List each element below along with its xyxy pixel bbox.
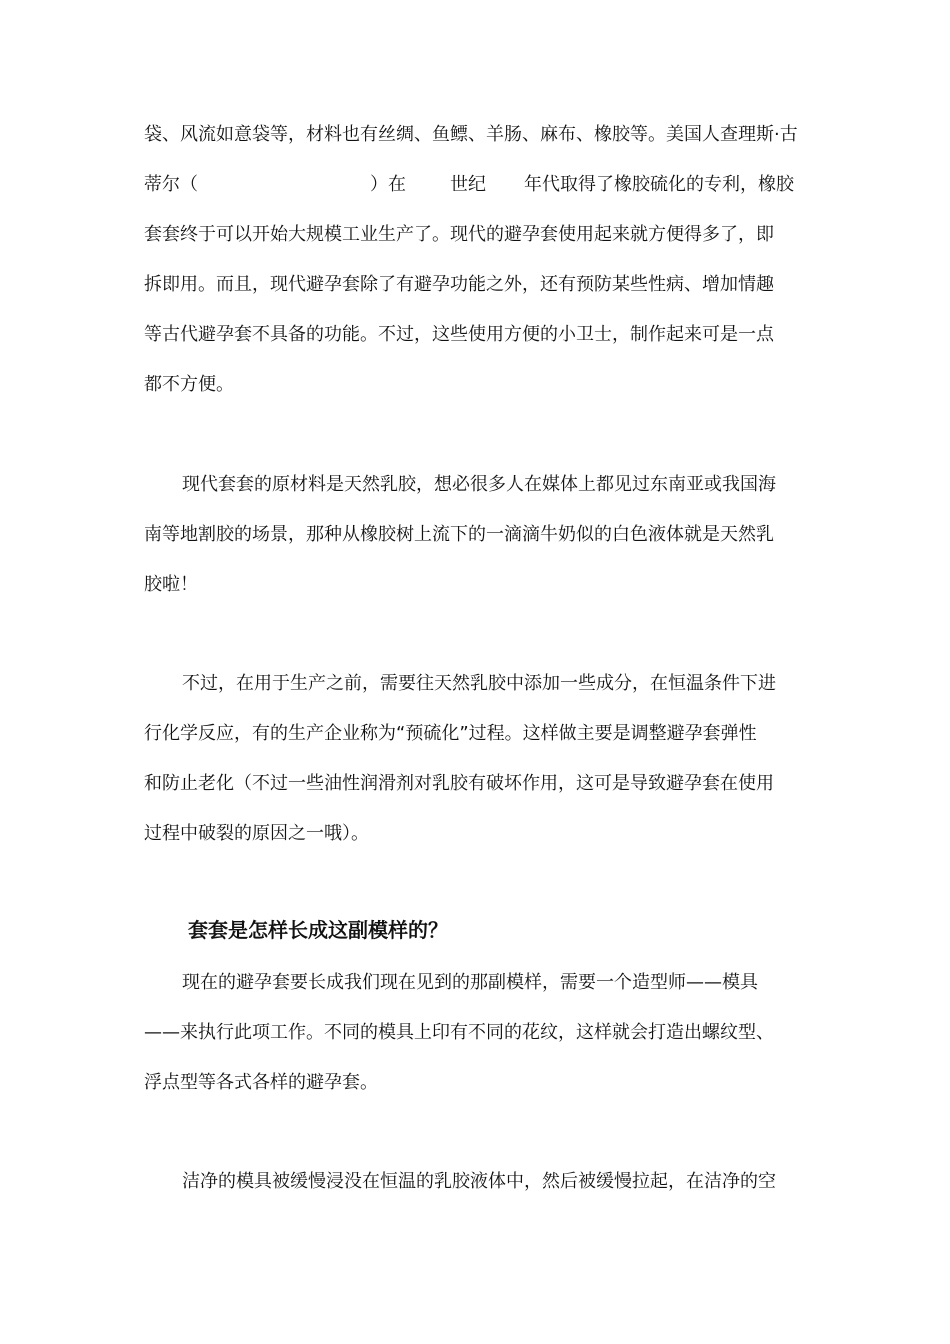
paragraph-1-line-6: 都不方便。 [144, 374, 234, 395]
paragraph-1-line-3: 套套终于可以开始大规模工业生产了。现代的避孕套使用起来就方便得多了，即 [144, 224, 774, 245]
paragraph-2-line-1: 现代套套的原材料是天然乳胶，想必很多人在媒体上都见过东南亚或我国海 [182, 474, 776, 495]
paragraph-1-line-2-part-b: ）在 [370, 174, 406, 195]
paragraph-1-line-2 [144, 173, 808, 197]
paragraph-1-line-2-part-d: 年代取得了橡胶硫化的专利，橡胶 [524, 174, 794, 195]
paragraph-3-line-1: 不过，在用于生产之前，需要往天然乳胶中添加一些成分，在恒温条件下进 [182, 673, 776, 694]
paragraph-5-line-1: 洁净的模具被缓慢浸没在恒温的乳胶液体中，然后被缓慢拉起，在洁净的空 [182, 1171, 776, 1192]
paragraph-4-line-2: ——来执行此项工作。不同的模具上印有不同的花纹，这样就会打造出螺纹型、 [144, 1022, 774, 1043]
paragraph-3-line-3: 和防止老化（不过一些油性润滑剂对乳胶有破坏作用，这可是导致避孕套在使用 [144, 773, 774, 794]
paragraph-2-line-2: 南等地割胶的场景，那种从橡胶树上流下的一滴滴牛奶似的白色液体就是天然乳 [144, 524, 774, 545]
paragraph-3-line-2: 行化学反应，有的生产企业称为“预硫化”过程。这样做主要是调整避孕套弹性 [144, 723, 757, 744]
paragraph-1-line-2-part-a: 蒂尔（ [144, 174, 198, 195]
paragraph-1-line-1: 袋、风流如意袋等，材料也有丝绸、鱼鳔、羊肠、麻布、橡胶等。美国人查理斯·古 [144, 124, 798, 145]
paragraph-2-line-3: 胶啦！ [144, 574, 198, 595]
paragraph-4-line-3: 浮点型等各式各样的避孕套。 [144, 1072, 378, 1093]
paragraph-1-line-2-part-c: 世纪 [450, 174, 486, 195]
paragraph-1-line-5: 等古代避孕套不具备的功能。不过，这些使用方便的小卫士，制作起来可是一点 [144, 324, 774, 345]
paragraph-3-line-4: 过程中破裂的原因之一哦）。 [144, 823, 369, 844]
paragraph-1-line-4: 拆即用。而且，现代避孕套除了有避孕功能之外，还有预防某些性病、增加情趣 [144, 274, 774, 295]
section-heading: 套套是怎样长成这副模样的？ [188, 918, 448, 942]
paragraph-4-line-1: 现在的避孕套要长成我们现在见到的那副模样，需要一个造型师——模具 [182, 972, 758, 993]
